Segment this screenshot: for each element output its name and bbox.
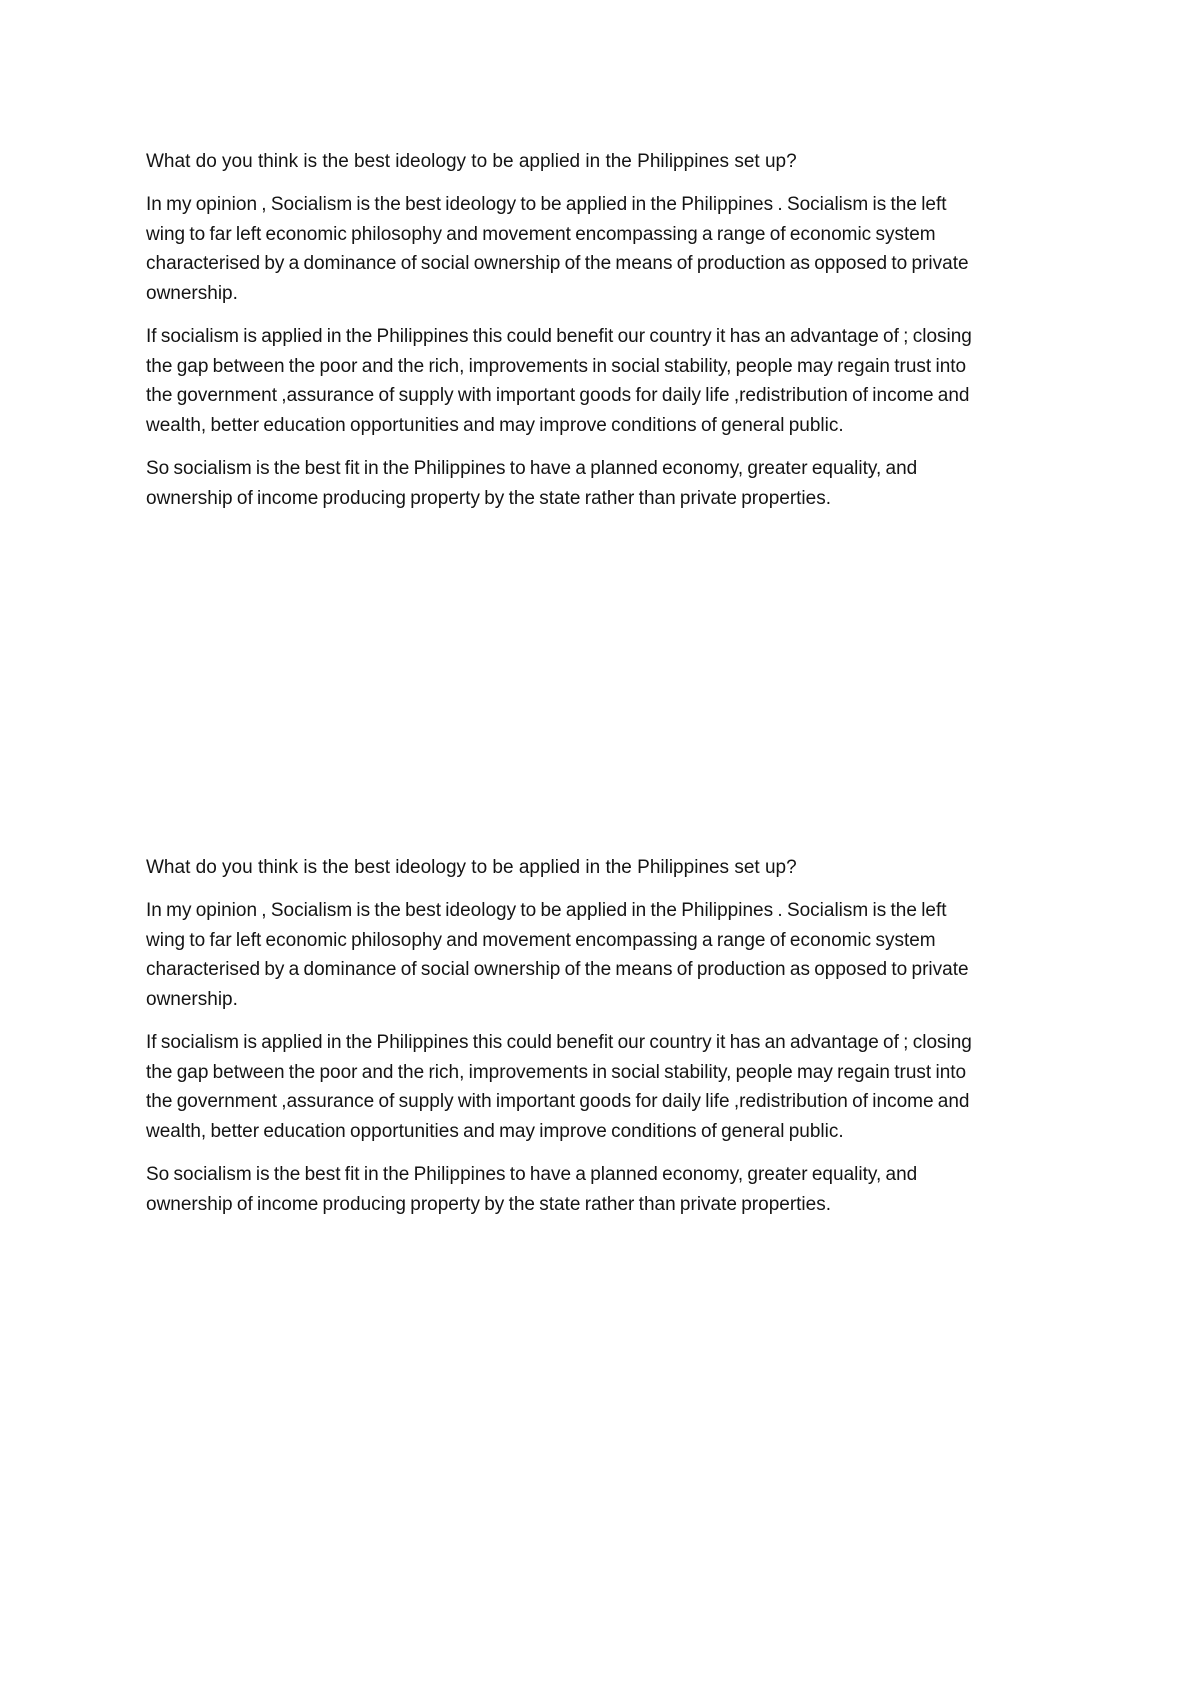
- text-line: In my opinion , Socialism is the best ideology to be applied in the Philippines . Socialism is the left: [146, 194, 947, 215]
- text-line: wing to far left economic philosophy and movement encompassing a range of economic system: [146, 223, 936, 245]
- question-heading: What do you think is the best ideology to be applied in the Philippines set up?: [146, 857, 797, 878]
- text-line: wealth, better education opportunities and may improve conditions of general public.: [146, 1120, 844, 1142]
- text-line: the gap between the poor and the rich, improvements in social stability, people may regain trust into: [146, 1061, 967, 1083]
- text-line: wealth, better education opportunities and may improve conditions of general public.: [146, 414, 844, 436]
- text-line: ownership.: [146, 988, 238, 1010]
- text-line: wing to far left economic philosophy and movement encompassing a range of economic system: [146, 929, 936, 951]
- paragraph-opinion: [146, 896, 1086, 1014]
- text-line: the government ,assurance of supply with important goods for daily life ,redistribution of income and: [146, 385, 970, 406]
- text-line: So socialism is the best fit in the Philippines to have a planned economy, greater equality, and: [146, 1164, 918, 1185]
- text-line: In my opinion , Socialism is the best ideology to be applied in the Philippines . Socialism is the left: [146, 900, 947, 921]
- question-heading: What do you think is the best ideology to be applied in the Philippines set up?: [146, 151, 797, 172]
- text-line: ownership of income producing property by the state rather than private properties.: [146, 1193, 831, 1215]
- text-line: ownership of income producing property by the state rather than private properties.: [146, 487, 831, 509]
- paragraph-opinion: [146, 190, 1086, 308]
- text-line: characterised by a dominance of social ownership of the means of production as opposed to private: [146, 253, 969, 274]
- text-line: So socialism is the best fit in the Philippines to have a planned economy, greater equality, and: [146, 458, 918, 479]
- essay-section-1: [146, 147, 1086, 527]
- paragraph-benefits: [146, 322, 1086, 440]
- text-line: If socialism is applied in the Philippines this could benefit our country it has an advantage of ; closing: [146, 326, 972, 347]
- text-line: the government ,assurance of supply with important goods for daily life ,redistribution of income and: [146, 1091, 970, 1112]
- essay-section-2: [146, 853, 1086, 1233]
- paragraph-benefits: [146, 1028, 1086, 1146]
- text-line: characterised by a dominance of social ownership of the means of production as opposed to private: [146, 959, 969, 980]
- text-line: ownership.: [146, 282, 238, 304]
- paragraph-conclusion: [146, 1160, 1086, 1219]
- text-line: If socialism is applied in the Philippines this could benefit our country it has an advantage of ; closing: [146, 1032, 972, 1053]
- paragraph-conclusion: [146, 454, 1086, 513]
- text-line: the gap between the poor and the rich, improvements in social stability, people may regain trust into: [146, 355, 967, 377]
